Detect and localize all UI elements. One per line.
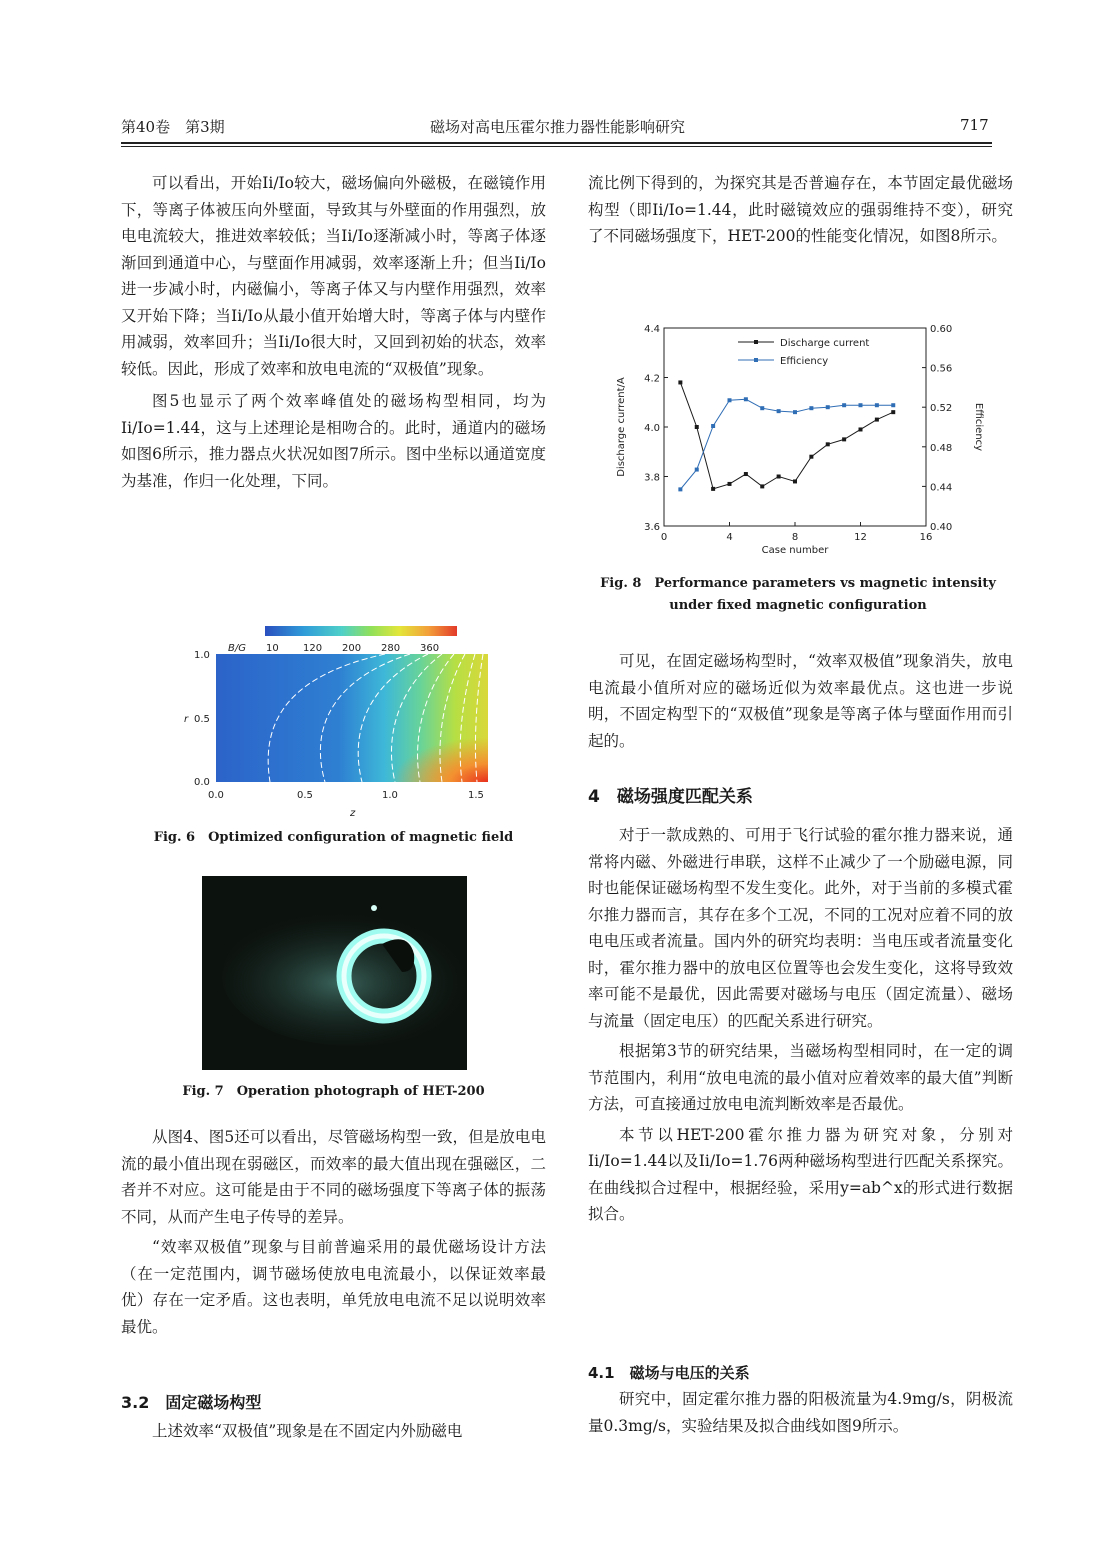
paragraph: 根据第3节的研究结果，当磁场构型相同时，在一定的调节范围内，利用“放电电流的最小值对应着效率的最大值”判断方法，可直接通过放电电流判断效率是否最优。 [588,1042,1013,1113]
colorbar-tick: 280 [381,643,401,654]
right-column-top [588,170,1013,250]
data-point [891,403,895,407]
colorbar-tick: 120 [303,643,323,654]
data-point [809,406,813,410]
y-right-tick-label: 0.44 [930,482,953,494]
section-heading-4: 4 磁场强度匹配关系 [588,787,753,807]
left-column-top [121,170,546,494]
x-tick-label: 12 [854,532,867,543]
y-left-tick-label: 3.8 [644,472,660,484]
y-axis-label: r [184,714,189,725]
data-point [842,403,846,407]
chart-svg [598,318,1006,566]
y-tick: 0.5 [194,714,210,725]
paragraph: 流比例下得到的，为探究其是否普遍存在，本节固定最优磁场构型（即Ii/Io=1.44，此时磁镜效应的强弱维持不变），研究了不同磁场强度下，HET-200的性能变化情况，如图8所示。 [588,174,1013,245]
x-tick-label: 8 [791,532,799,543]
colorbar-tick: 360 [420,643,440,654]
right-column-tail [588,1386,1013,1439]
legend-label: Discharge current [780,338,870,349]
data-point [695,425,699,429]
series-line-discharge-current [680,382,893,488]
y-right-tick-label: 0.56 [930,363,953,375]
x-tick-label: 16 [919,532,933,543]
x-axis-label: z [350,808,356,819]
data-point [744,397,748,401]
data-point [793,479,797,483]
data-point [842,437,846,441]
colorbar-tick: 10 [266,643,279,654]
y-left-tick-label: 4.0 [644,423,660,434]
y-left-tick-label: 4.2 [644,373,660,385]
data-point [695,468,699,472]
paragraph: 可见，在固定磁场构型时，“效率双极值”现象消失，放电电流最小值所对应的磁场近似为效率最优点。这也进一步说明，不固定构型下的“双极值”现象是等离子体与壁面作用而引起的。 [588,652,1013,750]
y-right-tick-label: 0.48 [930,442,953,454]
y-right-tick-label: 0.60 [930,324,953,335]
page-number: 717 [960,116,989,134]
x-tick: 0.5 [297,790,313,801]
paragraph: 本节以HET-200霍尔推力器为研究对象，分别对Ii/Io=1.44以及Ii/Io=1.76两种磁场构型进行匹配关系探究。在曲线拟合过程中，根据经验，采用y=ab^x的形式进行数据拟合。 [588,1125,1013,1223]
colorbar-label: B/G [228,643,246,654]
legend-label: Efficiency [780,356,829,367]
x-axis-label: Case number [761,545,829,556]
paragraph: 可以看出，开始Ii/Io较大，磁场偏向外磁极，在磁镜作用下，等离子体被压向外壁面，导致其与外壁面的作用强烈，放电电流较大，推进效率较低；当Ii/Io逐渐减小时，等离子体逐渐回到通道中心，与壁面作用减弱，效率逐渐上升；但当Ii/Io进一步减小时，内磁偏小，等离子体又与内壁作用强烈，效率又开始下降；当Ii/Io从最小值开始增大时，等离子体与内壁作用减弱，效率回升；当Ii/Io很大时，又回到初始的状态，效率较低。因此，形成了效率和放电电流的“双极值”现象。 [121,174,546,378]
data-point [859,427,863,431]
figure-6-caption: Fig. 6 Optimized configuration of magnetic field [153,830,514,845]
data-point [711,424,715,428]
data-point [875,403,879,407]
y-tick: 0.0 [194,777,210,788]
data-point [744,472,748,476]
left-column-tail [121,1418,546,1445]
y-right-axis-label: Efficiency [973,402,984,452]
paragraph: 上述效率“双极值”现象是在不固定内外励磁电 [152,1422,463,1440]
y-tick: 1.0 [194,650,210,661]
paragraph: 图5也显示了两个效率峰值处的磁场构型相同，均为Ii/Io=1.44，这与上述理论是相吻合的。此时，通道内的磁场如图6所示，推力器点火状况如图7所示。图中坐标以通道宽度为基准，作归一化处理，下同。 [121,392,546,490]
data-point [678,380,682,384]
header-rule-thin [121,146,992,147]
data-point [760,484,764,488]
data-point [809,455,813,459]
x-tick-label: 4 [726,532,733,543]
x-tick-label: 0 [660,532,668,543]
y-left-axis-label: Discharge current/A [616,377,627,477]
figure-7-caption: Fig. 7 Operation photograph of HET-200 [182,1084,485,1099]
data-point [875,418,879,422]
data-point [891,410,895,414]
data-point [711,487,715,491]
data-point [678,487,682,491]
paragraph: “效率双极值”现象与目前普遍采用的最优磁场设计方法（在一定范围内，调节磁场使放电电流最小，以保证效率最优）存在一定矛盾。这也表明，单凭放电电流不足以说明效率最优。 [121,1238,546,1336]
field-hotspot [216,654,488,782]
legend-marker [754,358,758,362]
figure-8-chart [598,318,1006,566]
section-heading-4-1: 4.1 磁场与电压的关系 [588,1364,750,1382]
legend-marker [754,340,758,344]
right-column-bottom [588,822,1013,1228]
y-right-tick-label: 0.52 [930,403,953,415]
paragraph: 对于一款成熟的、可用于飞行试验的霍尔推力器来说，通常将内磁、外磁进行串联，这样不止减少了一个励磁电源，同时也能保证磁场构型不发生变化。此外，对于当前的多模式霍尔推力器而言，其存在多个工况，不同的工况对应着不同的放电电压或者流量。国内外的研究均表明：当电压或者流量变化时，霍尔推力器中的放电区位置等也会发生变化，这将导致效率可能不是最优，因此需要对磁场与电压（固定流量）、磁场与流量（固定电压）的匹配关系进行研究。 [588,826,1013,1030]
data-point [777,475,781,479]
y-right-tick-label: 0.40 [930,522,953,533]
data-point [826,405,830,409]
x-tick: 0.0 [208,790,224,801]
colorbar-tick: 200 [342,643,362,654]
running-title: 磁场对高电压霍尔推力器性能影响研究 [430,118,686,136]
y-left-tick-label: 4.4 [644,324,660,335]
data-point [728,482,732,486]
data-point [777,409,781,413]
right-column-mid [588,648,1013,754]
header-rule [121,142,992,144]
paragraph: 从图4、图5还可以看出，尽管磁场构型一致，但是放电电流的最小值出现在弱磁区，而效率的最大值出现在强磁区，二者并不对应。这可能是由于不同的磁场强度下等离子体的振荡不同，从而产生电子传导的差异。 [121,1128,546,1226]
figure-7-photo [202,876,467,1070]
data-point [826,442,830,446]
data-point [760,406,764,410]
data-point [793,410,797,414]
section-heading-3-2: 3.2 固定磁场构型 [121,1393,262,1412]
series-line-efficiency [680,399,893,489]
data-point [859,403,863,407]
colorbar [265,626,457,636]
x-tick: 1.0 [382,790,398,801]
x-tick: 1.5 [468,790,484,801]
data-point [728,398,732,402]
figure-8-caption-line1: Fig. 8 Performance parameters vs magnetic intensity [600,576,996,591]
left-column-bottom [121,1124,546,1340]
figure-8-caption-line2: under fixed magnetic configuration [669,598,927,613]
journal-volume-issue: 第40卷 第3期 [121,118,225,136]
paragraph: 研究中，固定霍尔推力器的阳极流量为4.9mg/s，阴极流量0.3mg/s，实验结果及拟合曲线如图9所示。 [588,1390,1013,1435]
figure-6 [170,620,500,825]
y-left-tick-label: 3.6 [644,522,660,533]
